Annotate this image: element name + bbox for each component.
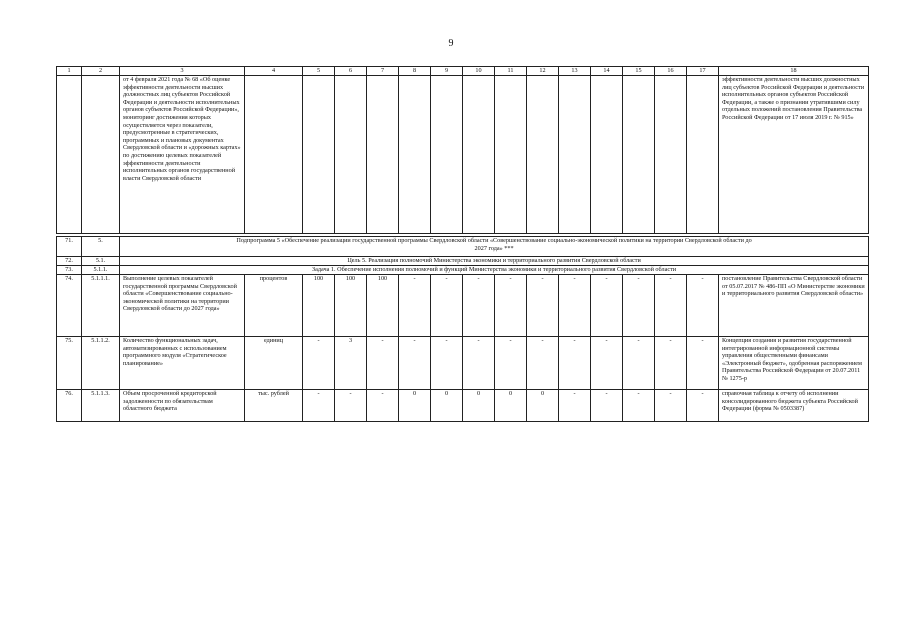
- value-cell: -: [591, 337, 623, 390]
- value-cell: -: [367, 390, 399, 422]
- indicator-name: Выполнение целевых показателей государственной программы Свердловской области «Совершенствование социально-экономической политики на территории Свердловской области до 2027 года»: [120, 275, 245, 337]
- value-cell: -: [431, 275, 463, 337]
- column-header: 12: [527, 67, 559, 76]
- continuation-col18: эффективности деятельности высших должностных лиц субъектов Российской Федерации и деятельности исполнительных органов субъектов Российской Федерации, а также о признании утратившими силу отдельных положений постановления Правительства Российской Федерации от 17 июля 2019 г. № 915»: [719, 76, 869, 234]
- table-row-72: [57, 257, 869, 266]
- row-number: 75.: [57, 337, 82, 390]
- value-cell: -: [303, 390, 335, 422]
- value-cell: 100: [367, 275, 399, 337]
- value-cell: -: [495, 275, 527, 337]
- indicator-source: Концепция создания и развития государственной интегрированной информационной системы управления общественными финансами «Электронный бюджет», одобренная распоряжением Правительства Российской Федерации от 20.07.2011 № 1275-р: [719, 337, 869, 390]
- row-number: 73.: [57, 266, 82, 275]
- page-number: 9: [448, 38, 454, 49]
- subprogram-title: Подпрограмма 5 «Обеспечение реализации государственной программы Свердловской области «Совершенствование социально-экономической политики на территории Свердловской области до 2027 года» ***: [120, 237, 869, 257]
- value-cell: -: [559, 390, 591, 422]
- value-cell: 0: [431, 390, 463, 422]
- row-code: 5.: [82, 237, 120, 257]
- column-header: 2: [82, 67, 120, 76]
- table-row-71: [57, 237, 869, 257]
- continuation-col3: от 4 февраля 2021 года № 68 «Об оценке эффективности деятельности высших должностных лиц субъектов Российской Федерации и деятельности исполнительных органов субъектов Российской Федерации», мониторинг достижения которых осуществляется через показатели, предусмотренные в стратегических, программных и плановых документах Свердловской области и «дорожных картах» по достижению целевых показателей эффективности деятельности исполнительных органов государственной власти Свердловской области: [120, 76, 245, 234]
- column-header: 11: [495, 67, 527, 76]
- row-code: 5.1.: [82, 257, 120, 266]
- goal-title: Цель 5. Реализация полномочий Министерства экономики и территориального развития Свердловской области: [120, 257, 869, 266]
- value-cell: -: [463, 337, 495, 390]
- value-cell: -: [655, 390, 687, 422]
- value-cell: 100: [303, 275, 335, 337]
- value-cell: -: [655, 337, 687, 390]
- indicator-name: Количество функциональных задач, автоматизированных с использованием программного модуля «Стратегическое планирование»: [120, 337, 245, 390]
- value-cell: -: [463, 275, 495, 337]
- row-code: 5.1.1.2.: [82, 337, 120, 390]
- column-header: 10: [463, 67, 495, 76]
- value-cell: -: [591, 390, 623, 422]
- column-header: 6: [335, 67, 367, 76]
- table-row-73: [57, 266, 869, 275]
- column-header: 4: [245, 67, 303, 76]
- column-header: 13: [559, 67, 591, 76]
- value-cell: -: [399, 275, 431, 337]
- column-header: 18: [719, 67, 869, 76]
- value-cell: -: [687, 275, 719, 337]
- indicator-unit: процентов: [245, 275, 303, 337]
- column-header: 3: [120, 67, 245, 76]
- value-cell: -: [495, 337, 527, 390]
- value-cell: -: [623, 337, 655, 390]
- value-cell: -: [335, 390, 367, 422]
- value-cell: -: [303, 337, 335, 390]
- row-code: 5.1.1.1.: [82, 275, 120, 337]
- value-cell: -: [527, 275, 559, 337]
- value-cell: -: [431, 337, 463, 390]
- row-number: 72.: [57, 257, 82, 266]
- indicators-table-top: [56, 66, 869, 234]
- indicator-unit: единиц: [245, 337, 303, 390]
- indicator-unit: тыс. рублей: [245, 390, 303, 422]
- value-cell: 0: [399, 390, 431, 422]
- value-cell: -: [623, 390, 655, 422]
- row-number: 76.: [57, 390, 82, 422]
- value-cell: -: [367, 337, 399, 390]
- value-cell: 3: [335, 337, 367, 390]
- table-row-76: [57, 390, 869, 422]
- column-header: 17: [687, 67, 719, 76]
- value-cell: 0: [527, 390, 559, 422]
- value-cell: -: [655, 275, 687, 337]
- row-number: 71.: [57, 237, 82, 257]
- value-cell: -: [527, 337, 559, 390]
- column-header: 8: [399, 67, 431, 76]
- indicator-source: постановление Правительства Свердловской области от 05.07.2017 № 486-ПП «О Министерстве экономики и территориального развития Свердловской области»: [719, 275, 869, 337]
- column-header: 1: [57, 67, 82, 76]
- value-cell: -: [559, 275, 591, 337]
- indicator-name: Объем просроченной кредиторской задолженности по обязательствам областного бюджета: [120, 390, 245, 422]
- column-header: 16: [655, 67, 687, 76]
- value-cell: -: [687, 390, 719, 422]
- indicator-source: справочная таблица к отчету об исполнении консолидированного бюджета субъекта Российской Федерации (форма № 0503387): [719, 390, 869, 422]
- value-cell: -: [687, 337, 719, 390]
- column-header: 5: [303, 67, 335, 76]
- column-header-row: [57, 67, 869, 76]
- task-title: Задача 1. Обеспечение исполнения полномочий и функций Министерства экономики и территориального развития Свердловской области: [120, 266, 869, 275]
- value-cell: 0: [463, 390, 495, 422]
- row-code: 5.1.1.: [82, 266, 120, 275]
- row-code: 5.1.1.3.: [82, 390, 120, 422]
- value-cell: -: [399, 337, 431, 390]
- column-header: 9: [431, 67, 463, 76]
- column-header: 15: [623, 67, 655, 76]
- table-row-75: [57, 337, 869, 390]
- value-cell: 0: [495, 390, 527, 422]
- value-cell: -: [591, 275, 623, 337]
- value-cell: -: [623, 275, 655, 337]
- continuation-row: [57, 76, 869, 234]
- column-header: 14: [591, 67, 623, 76]
- value-cell: 100: [335, 275, 367, 337]
- row-number: 74.: [57, 275, 82, 337]
- table-row-74: [57, 275, 869, 337]
- indicators-table-bottom: [56, 236, 869, 422]
- column-header: 7: [367, 67, 399, 76]
- value-cell: -: [559, 337, 591, 390]
